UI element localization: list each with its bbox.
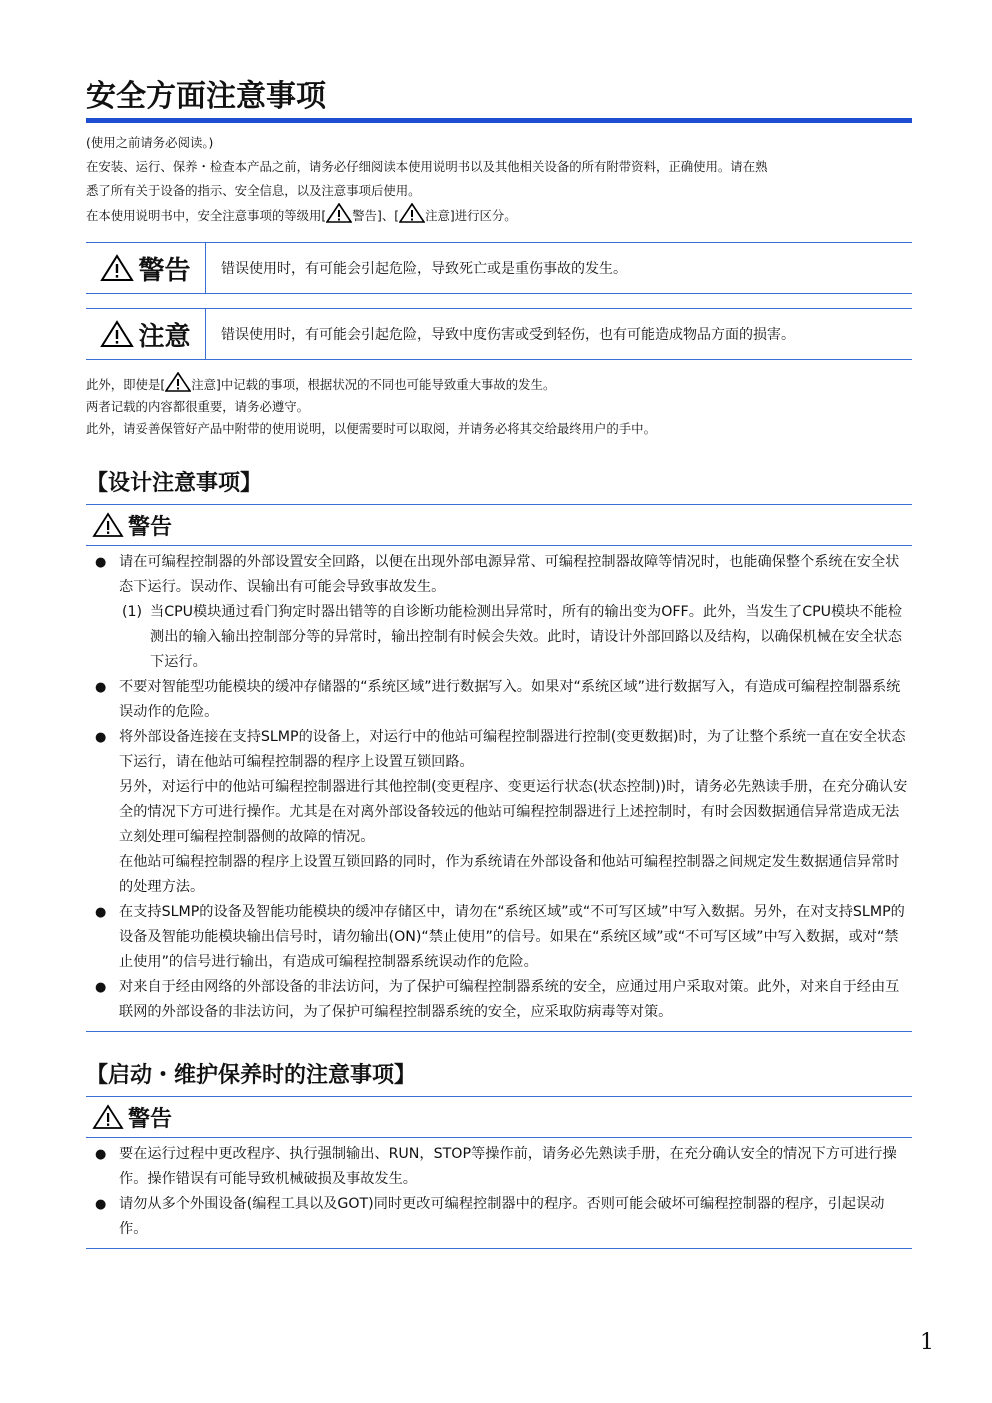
after-line-2: 两者记载的内容都很重要，请务必遵守。 <box>86 399 310 414</box>
intro-line-3-warn: 警告]、[ <box>352 208 400 223</box>
list-item <box>86 975 912 1025</box>
list-item <box>86 1192 912 1242</box>
bullet: ● <box>95 730 107 745</box>
maintenance-warning-header <box>86 1096 912 1138</box>
caution-signal-box <box>86 308 912 360</box>
intro-line-1: (使用之前请务必阅读。) <box>86 135 214 150</box>
warning-triangle-icon <box>92 512 124 538</box>
design-warning-label: 警告 <box>128 514 173 540</box>
list-item <box>86 725 912 900</box>
list-item-text: 对来自于经由网络的外部设备的非法访问，为了保护可编程控制器系统的安全，应通过用户采取对策。此外，对来自于经由互联网的外部设备的非法访问，为了保护可编程控制器系统的安全，应采取防病毒等对策。 <box>119 979 900 1020</box>
list-item-text: 在支持SLMP的设备及智能功能模块的缓冲存储区中，请勿在“系统区域”或“不可写区域”中写入数据。另外，在对支持SLMP的设备及智能功能模块输出信号时，请勿输出(ON)“禁止使用”的信号。如果在“系统区域”或“不可写区域”中写入数据，或对“禁止使用”的信号进行输出，有造成可编程控制器系统误动作的危险。 <box>119 904 905 970</box>
warning-triangle-icon <box>326 203 352 223</box>
intro <box>86 131 912 228</box>
page-number: 1 <box>920 1330 934 1355</box>
design-warning-list <box>86 546 912 1032</box>
design-section-title: 【设计注意事项】 <box>86 471 263 496</box>
caution-signal-head <box>86 309 206 359</box>
sub-item-text: 当CPU模块通过看门狗定时器出错等的自诊断功能检测出异常时，所有的输出变为OFF。此外，当发生了CPU模块不能检测出的输入输出控制部分等的异常时，输出控制有时候会失效。此时，请设计外部回路以及结构，以确保机械在安全状态下运行。 <box>150 604 902 670</box>
warning-triangle-icon <box>92 1104 124 1130</box>
list-item-text: 要在运行过程中更改程序、执行强制输出、RUN，STOP等操作前，请务必先熟读手册，在充分确认安全的情况下方可进行操作。操作错误有可能导致机械破损及事故发生。 <box>119 1146 897 1187</box>
bullet: ● <box>95 905 107 920</box>
list-item <box>86 900 912 975</box>
maintenance-warning-list <box>86 1138 912 1249</box>
list-item-text: 请在可编程控制器的外部设置安全回路，以便在出现外部电源异常、可编程控制器故障等情况时，也能确保整个系统在安全状态下运行。误动作、误输出有可能会导致事故发生。 <box>119 554 900 595</box>
after-notes <box>86 372 912 440</box>
intro-line-3-caution: 注意]进行区分。 <box>425 208 517 223</box>
design-warning-header <box>86 504 912 546</box>
intro-line-3-pre: 在本使用说明书中，安全注意事项的等级用[ <box>86 208 327 223</box>
page-title: 安全方面注意事项 <box>86 78 912 123</box>
intro-line-3 <box>86 203 912 228</box>
maintenance-warning-label: 警告 <box>128 1106 173 1132</box>
intro-line-2b: 悉了所有关于设备的指示、安全信息，以及注意事项后使用。 <box>86 183 421 198</box>
warning-triangle-icon <box>165 372 191 392</box>
bullet: ● <box>95 680 107 695</box>
bullet: ● <box>95 1197 107 1212</box>
after-line-1 <box>86 372 912 396</box>
list-item-text: 将外部设备连接在支持SLMP的设备上，对运行中的他站可编程控制器进行控制(变更数据)时，为了让整个系统一直在安全状态下运行，请在他站可编程控制器的程序上设置互锁回路。 <box>119 729 906 770</box>
bullet: ● <box>95 1147 107 1162</box>
warning-signal-label: 警告 <box>138 255 191 286</box>
caution-signal-label: 注意 <box>138 321 191 352</box>
maintenance-section-title: 【启动・维护保养时的注意事项】 <box>86 1063 417 1088</box>
list-item <box>86 550 912 675</box>
intro-line-2a: 在安装、运行、保养・检查本产品之前，请务必仔细阅读本使用说明书以及其他相关设备的所有附带资料，正确使用。请在熟 <box>86 159 768 174</box>
bullet: ● <box>95 555 107 570</box>
warning-triangle-icon <box>399 203 425 223</box>
caution-signal-text: 错误使用时，有可能会引起危险，导致中度伤害或受到轻伤，也有可能造成物品方面的损害。 <box>221 327 795 343</box>
safety-page <box>86 78 912 1249</box>
sub-item <box>119 600 912 675</box>
list-item-text: 在他站可编程控制器的程序上设置互锁回路的同时，作为系统请在外部设备和他站可编程控制器之间规定发生数据通信异常时的处理方法。 <box>119 854 900 895</box>
list-item-text: 不要对智能型功能模块的缓冲存储器的“系统区域”进行数据写入。如果对“系统区域”进行数据写入，有造成可编程控制器系统误动作的危险。 <box>119 679 901 720</box>
warning-triangle-icon <box>100 254 134 282</box>
after-line-3: 此外，请妥善保管好产品中附带的使用说明，以便需要时可以取阅，并请务必将其交给最终用户的手中。 <box>86 421 656 436</box>
list-item-text: 另外，对运行中的他站可编程控制器进行其他控制(变更程序、变更运行状态(状态控制))时，请务必先熟读手册，在充分确认安全的情况下方可进行操作。尤其是在对离外部设备较远的他站可编程控制器进行上述控制时，有时会因数据通信异常造成无法立刻处理可编程控制器侧的故障的情况。 <box>119 779 908 845</box>
warning-signal-text: 错误使用时，有可能会引起危险，导致死亡或是重伤事故的发生。 <box>221 261 627 277</box>
list-item-text: 请勿从多个外围设备(编程工具以及GOT)同时更改可编程控制器中的程序。否则可能会破坏可编程控制器的程序，引起误动作。 <box>119 1196 885 1237</box>
warning-signal-head <box>86 243 206 293</box>
bullet: ● <box>95 980 107 995</box>
list-item <box>86 675 912 725</box>
warning-triangle-icon <box>100 320 134 348</box>
after-line-1-post: 注意]中记载的事项，根据状况的不同也可能导致重大事故的发生。 <box>191 377 556 392</box>
sub-item-number: (1) <box>122 604 143 620</box>
after-line-1-pre: 此外，即使是[ <box>86 377 166 392</box>
warning-signal-box <box>86 242 912 294</box>
list-item <box>86 1142 912 1192</box>
